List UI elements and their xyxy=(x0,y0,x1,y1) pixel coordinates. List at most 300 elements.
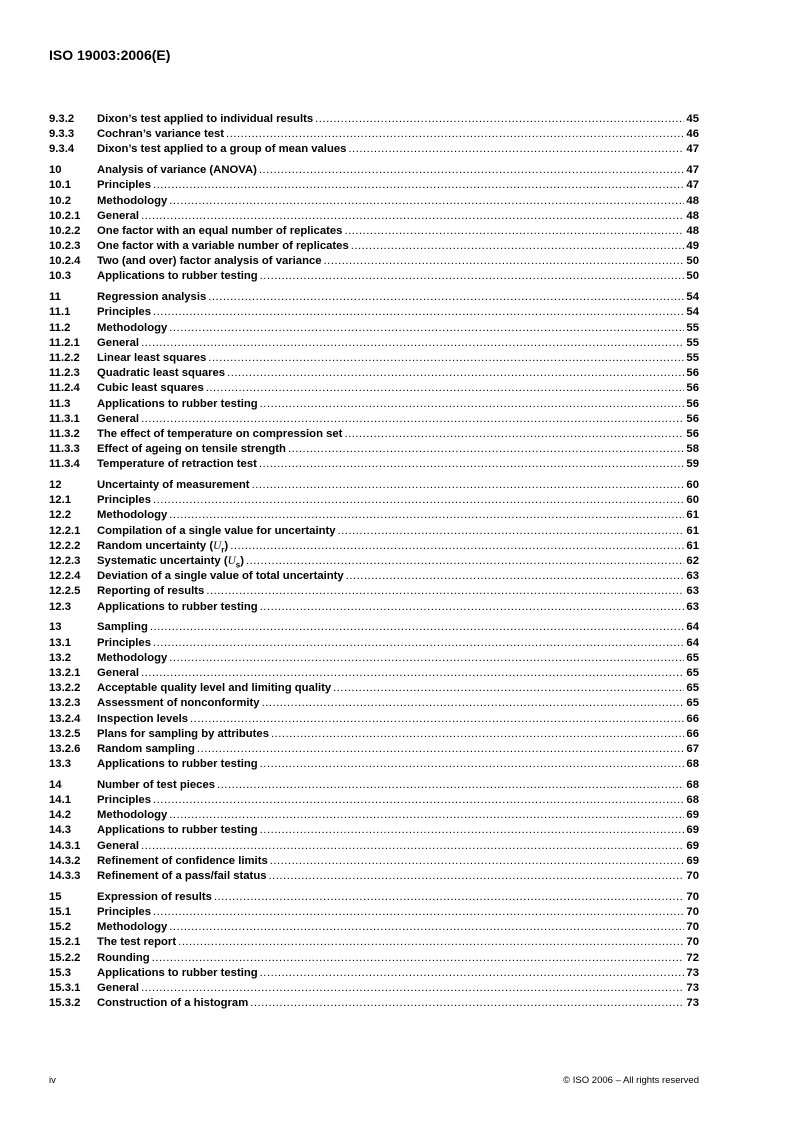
toc-dot-leader xyxy=(344,224,684,239)
toc-dot-leader xyxy=(217,778,684,793)
toc-dot-leader xyxy=(344,427,684,442)
toc-entry-page: 60 xyxy=(686,479,699,492)
toc-entry-symbol-subscript: r xyxy=(221,545,225,555)
toc-entry-title xyxy=(97,636,151,651)
toc-entry-number: 10.2 xyxy=(49,194,71,207)
toc-entry[interactable] xyxy=(49,996,699,1011)
toc-entry-page: 59 xyxy=(686,458,699,471)
toc-entry[interactable] xyxy=(49,854,699,869)
toc-entry-title xyxy=(97,854,268,869)
toc-entry[interactable] xyxy=(49,194,699,209)
toc-entry-title xyxy=(97,478,250,493)
toc-entry-number: 13.2.1 xyxy=(49,666,81,679)
toc-entry-title xyxy=(97,651,167,666)
page-footer xyxy=(49,1075,699,1087)
toc-entry[interactable] xyxy=(49,681,699,696)
toc-entry-page: 65 xyxy=(686,682,699,695)
toc-entry-number: 15.2.2 xyxy=(49,951,81,964)
toc-dot-leader xyxy=(153,793,684,808)
toc-dot-leader xyxy=(346,569,685,584)
toc-entry-title xyxy=(97,524,336,539)
toc-dot-leader xyxy=(190,712,684,727)
toc-entry-title xyxy=(97,178,151,193)
toc-entry[interactable] xyxy=(49,742,699,757)
toc-entry-number: 11.3.3 xyxy=(49,443,80,456)
toc-entry-number: 9.3.2 xyxy=(49,113,75,125)
toc-entry[interactable] xyxy=(49,839,699,854)
toc-entry-page: 48 xyxy=(686,209,699,222)
toc-entry-number: 12 xyxy=(49,479,62,492)
toc-entry-title xyxy=(97,381,204,396)
toc-entry-number: 10.1 xyxy=(49,179,71,192)
toc-dot-leader xyxy=(226,127,684,142)
toc-dot-leader xyxy=(315,112,684,127)
toc-entry-page: 63 xyxy=(686,570,699,583)
toc-entry-title-text: General xyxy=(97,666,140,679)
toc-entry-title-text: Regression analysis xyxy=(97,291,207,304)
toc-entry-page: 69 xyxy=(686,824,699,837)
toc-entry-title xyxy=(97,920,167,935)
toc-entry-number: 14 xyxy=(49,778,62,791)
toc-entry-number: 14.1 xyxy=(49,794,71,807)
toc-entry[interactable] xyxy=(49,620,699,635)
toc-dot-leader xyxy=(208,290,684,305)
toc-entry-title-text: Applications to rubber testing xyxy=(97,758,258,771)
toc-entry-page: 63 xyxy=(686,600,699,613)
toc-entry-number: 12.2.5 xyxy=(49,585,81,598)
toc-entry[interactable] xyxy=(49,142,699,157)
toc-dot-leader xyxy=(333,681,684,696)
toc-entry-page: 61 xyxy=(686,539,699,552)
toc-entry[interactable] xyxy=(49,823,699,838)
toc-entry-page: 56 xyxy=(686,412,699,425)
toc-entry-title-text: Refinement of a pass/fail status xyxy=(97,869,267,882)
toc-group xyxy=(49,478,699,615)
document-header: ISO 19003:2006(E) xyxy=(49,47,171,63)
toc-dot-leader xyxy=(270,854,685,869)
toc-entry-title-text: Rounding xyxy=(97,951,150,964)
toc-entry-number: 10.2.2 xyxy=(49,224,81,237)
toc-entry-title-text: Expression of results xyxy=(97,890,212,903)
toc-entry-title-text: Methodology xyxy=(97,651,168,664)
toc-entry[interactable] xyxy=(49,321,699,336)
toc-dot-leader xyxy=(348,142,684,157)
toc-entry[interactable] xyxy=(49,935,699,950)
toc-entry-number: 11.3.4 xyxy=(49,458,80,471)
toc-entry-title-text: Quadratic least squares xyxy=(97,367,226,380)
toc-entry-number: 11.3 xyxy=(49,397,71,410)
toc-dot-leader xyxy=(260,600,685,615)
toc-entry-title xyxy=(97,996,248,1011)
toc-entry-page: 61 xyxy=(686,509,699,522)
toc-entry-number: 14.3.1 xyxy=(49,839,81,852)
toc-entry-number: 11 xyxy=(49,291,61,304)
toc-entry-number: 11.2.4 xyxy=(49,382,80,395)
toc-entry-title-text: General xyxy=(97,412,140,425)
toc-dot-leader xyxy=(169,651,684,666)
toc-entry[interactable] xyxy=(49,351,699,366)
toc-entry-title xyxy=(97,442,286,457)
toc-entry-page: 61 xyxy=(686,524,699,537)
toc-entry-title-text: Cochran’s variance test xyxy=(97,128,225,141)
toc-entry[interactable] xyxy=(49,600,699,615)
toc-entry-page: 66 xyxy=(686,712,699,725)
toc-entry-title-text: General xyxy=(97,981,140,994)
toc-entry[interactable] xyxy=(49,651,699,666)
toc-entry-page: 54 xyxy=(686,291,699,304)
toc-entry-number: 15.3.2 xyxy=(49,997,81,1010)
toc-entry[interactable] xyxy=(49,224,699,239)
toc-entry-number: 10.2.4 xyxy=(49,255,81,268)
toc-entry-title xyxy=(97,757,258,772)
toc-entry-page: 65 xyxy=(686,697,699,710)
toc-entry-title xyxy=(97,890,212,905)
toc-entry[interactable] xyxy=(49,890,699,905)
toc-entry-title xyxy=(97,951,150,966)
toc-entry-number: 9.3.4 xyxy=(49,143,75,156)
toc-entry-page: 55 xyxy=(686,352,699,364)
toc-entry[interactable] xyxy=(49,112,699,127)
toc-entry-page: 73 xyxy=(686,981,699,994)
toc-entry-title-text: The effect of temperature on compression set xyxy=(97,427,343,440)
toc-entry[interactable] xyxy=(49,524,699,539)
toc-entry-number: 9.3.3 xyxy=(49,128,75,141)
toc-group xyxy=(49,890,699,1012)
toc-entry-page: 65 xyxy=(686,651,699,664)
toc-entry-symbol: U xyxy=(227,555,236,568)
footer-page-number: iv xyxy=(49,1075,56,1086)
toc-entry-number: 12.2.2 xyxy=(49,539,81,552)
toc-entry[interactable] xyxy=(49,290,699,305)
toc-entry[interactable] xyxy=(49,254,699,269)
toc-dot-leader xyxy=(259,163,685,178)
toc-entry[interactable] xyxy=(49,951,699,966)
toc-entry-symbol: U xyxy=(213,539,222,552)
toc-entry-title xyxy=(97,269,258,284)
toc-dot-leader xyxy=(338,524,685,539)
toc-entry-number: 15.2 xyxy=(49,921,71,934)
toc-dot-leader xyxy=(260,757,685,772)
toc-entry-title xyxy=(97,696,260,711)
toc-entry[interactable] xyxy=(49,178,699,193)
toc-entry-title xyxy=(97,194,167,209)
toc-entry[interactable] xyxy=(49,905,699,920)
toc-dot-leader xyxy=(269,869,685,884)
toc-entry-number: 13.2 xyxy=(49,651,71,664)
toc-dot-leader xyxy=(230,539,684,554)
toc-entry[interactable] xyxy=(49,366,699,381)
toc-entry-title xyxy=(97,397,258,412)
toc-entry-title xyxy=(97,935,176,950)
toc-entry-number: 14.3 xyxy=(49,824,71,837)
toc-entry-number: 14.3.2 xyxy=(49,854,81,867)
toc-entry-symbol-subscript: s xyxy=(235,560,241,570)
toc-entry-number: 12.2.3 xyxy=(49,555,81,568)
toc-entry-number: 12.2.1 xyxy=(49,524,81,537)
toc-entry-page: 46 xyxy=(686,128,699,141)
toc-entry[interactable] xyxy=(49,209,699,224)
toc-entry-page: 69 xyxy=(686,854,699,867)
toc-entry-title xyxy=(97,620,148,635)
toc-entry-number: 12.1 xyxy=(49,494,71,507)
toc-entry[interactable] xyxy=(49,493,699,508)
toc-entry-title xyxy=(97,412,139,427)
toc-entry[interactable] xyxy=(49,305,699,320)
toc-entry-title xyxy=(97,457,257,472)
toc-entry-number: 15 xyxy=(49,890,62,903)
toc-entry[interactable] xyxy=(49,457,699,472)
toc-entry-title-text: Uncertainty of measurement xyxy=(97,479,250,492)
toc-entry-page: 56 xyxy=(686,397,699,410)
toc-entry[interactable] xyxy=(49,239,699,254)
toc-entry[interactable] xyxy=(49,793,699,808)
toc-entry-title-text: Inspection levels xyxy=(97,712,189,725)
toc-entry-title-text: Compilation of a single value for uncertainty xyxy=(97,524,336,537)
toc-entry-page: 70 xyxy=(686,890,699,903)
toc-entry-title xyxy=(97,539,228,554)
toc-dot-leader xyxy=(169,508,684,523)
toc-entry-title-text: Applications to rubber testing xyxy=(97,824,258,837)
toc-entry-title-text: Principles xyxy=(97,494,151,507)
toc-entry[interactable] xyxy=(49,397,699,412)
toc-entry[interactable] xyxy=(49,569,699,584)
toc-entry-page: 47 xyxy=(686,179,699,192)
toc-entry-title xyxy=(97,742,195,757)
toc-entry[interactable] xyxy=(49,869,699,884)
toc-entry-number: 12.3 xyxy=(49,600,71,613)
toc-entry-title-text: Principles xyxy=(97,636,151,649)
toc-dot-leader xyxy=(197,742,685,757)
toc-dot-leader xyxy=(141,981,684,996)
toc-entry-title-text: Principles xyxy=(97,905,151,918)
toc-entry-title xyxy=(97,290,206,305)
toc-entry-title-text: General xyxy=(97,336,140,349)
toc-entry-page: 50 xyxy=(686,270,699,283)
toc-entry-number: 13.2.3 xyxy=(49,697,81,710)
toc-entry-title xyxy=(97,569,344,584)
toc-entry[interactable] xyxy=(49,554,699,569)
toc-entry-page: 47 xyxy=(686,143,699,156)
toc-entry-title xyxy=(97,905,151,920)
toc-dot-leader xyxy=(153,905,684,920)
toc-entry-page: 60 xyxy=(686,494,699,507)
toc-dot-leader xyxy=(324,254,685,269)
toc-entry-page: 65 xyxy=(686,666,699,679)
toc-entry-page: 73 xyxy=(686,966,699,979)
toc-dot-leader xyxy=(169,194,684,209)
toc-entry-title-text: Systematic uncertainty ( xyxy=(97,555,228,568)
toc-entry-page: 50 xyxy=(686,255,699,268)
toc-entry-title-text: Methodology xyxy=(97,321,168,334)
toc-entry-page: 58 xyxy=(686,443,699,456)
toc-dot-leader xyxy=(259,457,685,472)
footer-copyright: © ISO 2006 – All rights reserved xyxy=(563,1075,699,1086)
toc-dot-leader xyxy=(169,920,684,935)
toc-entry-number: 13.2.2 xyxy=(49,682,81,695)
toc-entry-number: 10.2.1 xyxy=(49,209,81,222)
toc-entry-number: 13.2.6 xyxy=(49,742,81,755)
toc-entry-title xyxy=(97,727,269,742)
toc-dot-leader xyxy=(153,305,684,320)
toc-entry-title-text: Dixon’s test applied to a group of mean values xyxy=(97,143,347,156)
toc-entry-page: 64 xyxy=(686,621,699,634)
toc-entry[interactable] xyxy=(49,712,699,727)
toc-dot-leader xyxy=(250,996,684,1011)
toc-entry-page: 68 xyxy=(686,758,699,771)
toc-entry-page: 70 xyxy=(686,936,699,949)
toc-entry-number: 10.3 xyxy=(49,270,71,283)
toc-entry[interactable] xyxy=(49,412,699,427)
toc-entry-page: 68 xyxy=(686,778,699,791)
toc-entry-title-text: Methodology xyxy=(97,921,168,934)
toc-entry-title xyxy=(97,142,346,157)
toc-entry-title xyxy=(97,869,267,884)
toc-entry-page: 70 xyxy=(686,921,699,934)
toc-entry[interactable] xyxy=(49,778,699,793)
toc-entry-page: 49 xyxy=(686,240,699,253)
toc-entry[interactable] xyxy=(49,584,699,599)
toc-entry-number: 15.3 xyxy=(49,966,71,979)
toc-dot-leader xyxy=(206,381,685,396)
toc-entry-title-text: Sampling xyxy=(97,621,148,634)
toc-entry-page: 72 xyxy=(686,951,699,964)
toc-entry-title-text: One factor with an equal number of replicates xyxy=(97,224,343,237)
toc-entry[interactable] xyxy=(49,163,699,178)
toc-entry-number: 11.2.1 xyxy=(49,336,80,349)
toc-entry-number: 15.3.1 xyxy=(49,981,81,994)
toc-entry-title-text: General xyxy=(97,209,140,222)
toc-entry[interactable] xyxy=(49,696,699,711)
toc-group xyxy=(49,620,699,772)
toc-entry-number: 11.2.3 xyxy=(49,367,80,380)
toc-dot-leader xyxy=(260,397,685,412)
toc-entry-number: 14.3.3 xyxy=(49,869,81,882)
toc-entry-title-text: Random sampling xyxy=(97,742,195,755)
toc-entry-title-text: Plans for sampling by attributes xyxy=(97,727,269,740)
toc-entry-page: 45 xyxy=(686,113,699,125)
toc-entry-title-text: Applications to rubber testing xyxy=(97,270,258,283)
toc-dot-leader xyxy=(208,351,684,366)
toc-entry-title-text: Applications to rubber testing xyxy=(97,600,258,613)
toc-group xyxy=(49,778,699,884)
toc-entry[interactable] xyxy=(49,981,699,996)
toc-entry-page: 73 xyxy=(686,997,699,1010)
toc-entry-number: 13 xyxy=(49,621,62,634)
toc-entry[interactable] xyxy=(49,127,699,142)
toc-entry-title-text: Applications to rubber testing xyxy=(97,397,258,410)
toc-entry-title-text: The test report xyxy=(97,936,177,949)
toc-entry-page: 55 xyxy=(686,336,699,349)
toc-entry[interactable] xyxy=(49,381,699,396)
toc-entry[interactable] xyxy=(49,757,699,772)
toc-entry-title-text: Two (and over) factor analysis of variance xyxy=(97,255,322,268)
toc-entry-title xyxy=(97,112,313,127)
toc-group xyxy=(49,290,699,472)
toc-entry-title xyxy=(97,600,258,615)
toc-entry-title xyxy=(97,778,215,793)
toc-entry-number: 11.3.2 xyxy=(49,427,80,440)
toc-entry-title-text: Cubic least squares xyxy=(97,382,204,395)
toc-entry[interactable] xyxy=(49,636,699,651)
toc-entry-title xyxy=(97,366,225,381)
toc-dot-leader xyxy=(271,727,684,742)
toc-entry[interactable] xyxy=(49,442,699,457)
toc-dot-leader xyxy=(252,478,685,493)
toc-entry-number: 13.1 xyxy=(49,636,71,649)
toc-entry-number: 13.3 xyxy=(49,758,71,771)
toc-group xyxy=(49,163,699,285)
toc-dot-leader xyxy=(351,239,685,254)
toc-entry-title-text: Principles xyxy=(97,794,151,807)
toc-entry-title-text: Analysis of variance (ANOVA) xyxy=(97,164,257,177)
toc-entry-title xyxy=(97,666,139,681)
toc-entry-number: 15.1 xyxy=(49,905,71,918)
toc-entry-title xyxy=(97,427,342,442)
toc-entry-title-text: Dixon’s test applied to individual results xyxy=(97,113,314,125)
toc-entry[interactable] xyxy=(49,666,699,681)
toc-entry-page: 54 xyxy=(686,306,699,319)
toc-entry-number: 14.2 xyxy=(49,809,71,822)
toc-entry[interactable] xyxy=(49,336,699,351)
toc-entry[interactable] xyxy=(49,727,699,742)
toc-entry[interactable] xyxy=(49,966,699,981)
toc-entry-title xyxy=(97,681,331,696)
toc-entry-title xyxy=(97,584,204,599)
toc-entry[interactable] xyxy=(49,269,699,284)
toc-entry-title-text: Methodology xyxy=(97,509,168,522)
toc-entry[interactable] xyxy=(49,920,699,935)
toc-entry-title xyxy=(97,554,244,569)
toc-entry[interactable] xyxy=(49,478,699,493)
toc-entry-number: 13.2.5 xyxy=(49,727,81,740)
toc-entry-title-end: ) xyxy=(240,555,244,568)
toc-entry-number: 11.2 xyxy=(49,321,71,334)
toc-entry-number: 11.2.2 xyxy=(49,352,80,364)
toc-entry-number: 13.2.4 xyxy=(49,712,81,725)
toc-entry-page: 70 xyxy=(686,905,699,918)
toc-entry[interactable] xyxy=(49,808,699,823)
toc-entry-title xyxy=(97,823,258,838)
toc-entry-page: 69 xyxy=(686,809,699,822)
toc-dot-leader xyxy=(227,366,684,381)
toc-entry-page: 67 xyxy=(686,742,699,755)
toc-entry[interactable] xyxy=(49,508,699,523)
toc-entry-title xyxy=(97,712,188,727)
toc-dot-leader xyxy=(141,209,684,224)
toc-entry[interactable] xyxy=(49,539,699,554)
toc-dot-leader xyxy=(153,493,684,508)
toc-entry-title xyxy=(97,239,349,254)
toc-entry-title xyxy=(97,163,257,178)
toc-dot-leader xyxy=(246,554,684,569)
toc-entry-title-text: Refinement of confidence limits xyxy=(97,854,268,867)
toc-dot-leader xyxy=(141,839,684,854)
toc-entry-title-text: Acceptable quality level and limiting quality xyxy=(97,682,332,695)
toc-entry-title xyxy=(97,254,322,269)
toc-entry-title-text: Construction of a histogram xyxy=(97,997,249,1010)
toc-entry-number: 15.2.1 xyxy=(49,936,81,949)
toc-entry-title-text: Principles xyxy=(97,306,151,319)
toc-entry-title xyxy=(97,351,206,366)
toc-entry-title-text: Random uncertainty ( xyxy=(97,539,214,552)
toc-entry-page: 63 xyxy=(686,585,699,598)
toc-entry[interactable] xyxy=(49,427,699,442)
toc-entry-title-text: Methodology xyxy=(97,194,168,207)
toc-entry-page: 48 xyxy=(686,194,699,207)
toc-dot-leader xyxy=(288,442,684,457)
toc-entry-title xyxy=(97,981,139,996)
toc-dot-leader xyxy=(260,966,685,981)
